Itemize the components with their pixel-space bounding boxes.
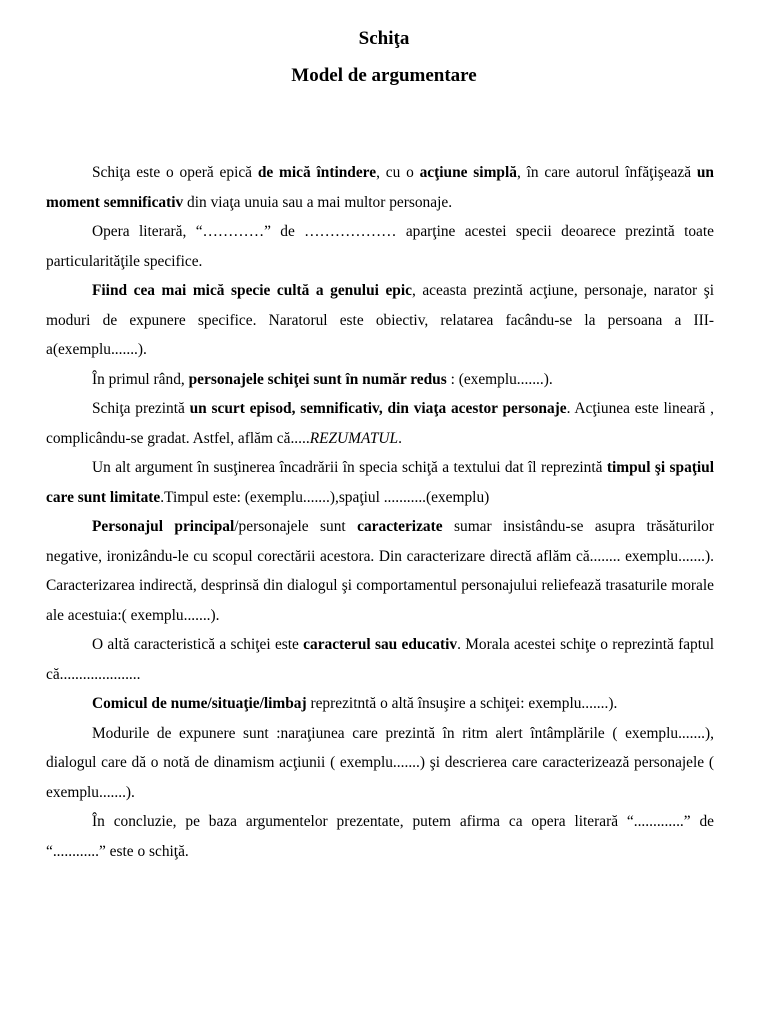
text-run: , în care autorul înfăţişează — [516, 164, 697, 181]
text-run: Schiţa prezintă — [92, 400, 190, 417]
paragraph — [46, 394, 714, 453]
paragraph — [46, 158, 714, 217]
document-body — [46, 158, 714, 866]
paragraph — [46, 689, 714, 719]
text-run: sumar insistându-se asupra trăsăturilor negative, ironizându-le cu scopul corectării acestora. Din caracterizare directă aflăm că........ exemplu.......). Caracterizarea indirectă, desprinsă din dialogul şi comportamentul personajului reliefează trasaturile morale ale acestuia:( exemplu.......). — [46, 518, 714, 624]
bold-text: Comicul de nume/situaţie/limbaj — [92, 695, 307, 712]
document-title: Schiţa — [358, 28, 410, 49]
bold-text: caracterul sau educativ — [303, 636, 458, 653]
paragraph — [46, 365, 714, 395]
text-run: .Timpul este: (exemplu.......),spaţiul ...........(exemplu) — [160, 488, 490, 506]
text-run: Opera literară, “…………” de ……………… aparţine acestei specii deoarece prezintă toate particularităţile specifice. — [46, 223, 714, 270]
document-subtitle: Model de argumentare — [291, 65, 477, 86]
text-run: Schiţa este o operă epică — [92, 164, 258, 181]
bold-text: Personajul principal — [92, 518, 235, 535]
bold-text: acţiune simplă — [419, 164, 517, 181]
text-run: : (exemplu.......). — [446, 370, 553, 388]
paragraph — [46, 512, 714, 630]
text-run: Un alt argument în susţinerea încadrării în specia schiţă a textului dat îl reprezintă — [92, 459, 607, 476]
text-run: . Morala acestei schiţe o reprezintă faptul că..................... — [46, 636, 714, 683]
text-run: reprezitntă o altă însuşire a schiţei: exemplu.......). — [306, 695, 618, 712]
text-run: În concluzie, pe baza argumentelor prezentate, putem afirma ca opera literară “.............” de “............” este o schiţă. — [46, 813, 714, 860]
text-run: În primul rând, — [92, 370, 189, 388]
paragraph — [46, 453, 714, 512]
text-run: , cu o — [376, 164, 420, 181]
text-run: . Acţiunea este lineară , complicându-se gradat. Astfel, aflăm că..... — [46, 400, 714, 447]
bold-text: un moment semnificativ — [46, 164, 714, 211]
paragraph — [46, 719, 714, 808]
bold-text: personajele schiţei sunt în număr redus — [188, 370, 447, 388]
paragraph — [46, 630, 714, 689]
bold-text: de mică întindere — [257, 164, 377, 181]
paragraph — [46, 807, 714, 866]
bold-text: Fiind cea mai mică specie cultă a genului epic — [92, 282, 412, 299]
bold-text: timpul şi spaţiul care sunt limitate — [46, 459, 714, 506]
paragraph — [46, 217, 714, 276]
text-run: /personajele sunt — [234, 518, 358, 535]
paragraph — [46, 276, 714, 365]
text-run: Modurile de expunere sunt :naraţiunea care prezintă în ritm alert întâmplările ( exemplu.......), dialogul care dă o notă de dinamism acţiunii ( exemplu.......) şi descrierea care caracterizează personajele ( exemplu.......). — [46, 724, 714, 801]
italic-text: REZUMATUL — [309, 429, 399, 447]
text-run: . — [398, 429, 402, 447]
bold-text: caracterizate — [357, 518, 443, 535]
bold-text: un scurt episod, semnificativ, din viaţa acestor personaje — [189, 400, 567, 417]
text-run: O altă caracteristică a schiţei este — [92, 636, 304, 653]
text-run: din viaţa unuia sau a mai multor personaje. — [183, 193, 453, 211]
text-run: , aceasta prezintă acţiune, personaje, narator şi moduri de expunere specifice. Naratorul este obiectiv, relatarea facându-se la persoana a III-a(exemplu.......). — [46, 282, 714, 358]
